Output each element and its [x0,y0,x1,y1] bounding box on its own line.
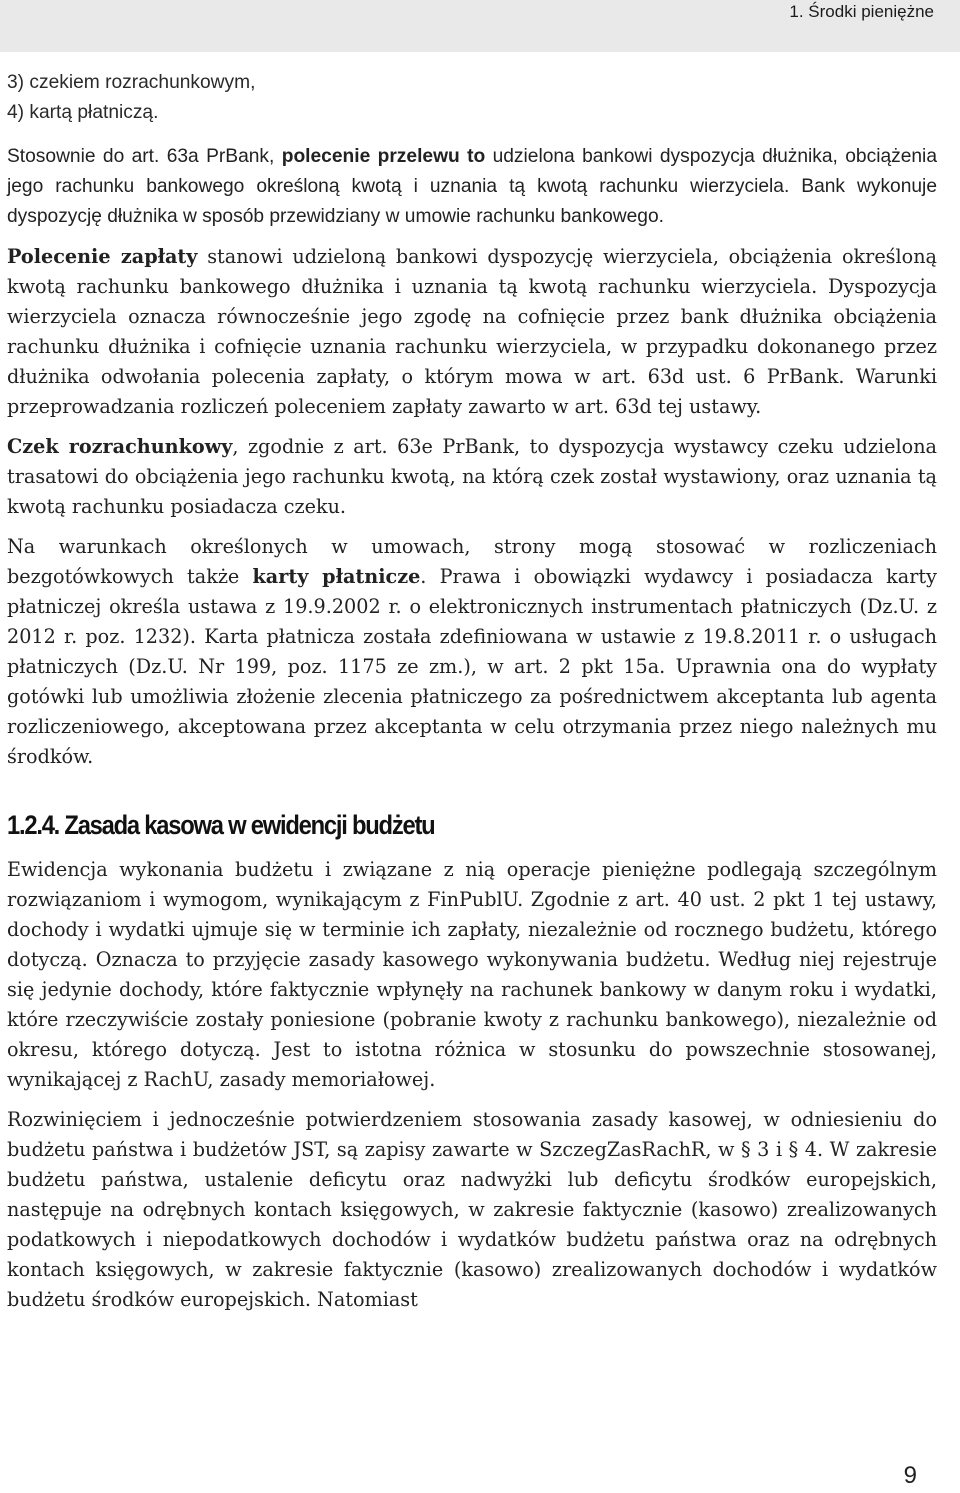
term-karty-platnicze: karty płatnicze [252,565,421,588]
page-number: 9 [903,1462,917,1489]
paragraph-polecenie-zaplaty [7,242,937,422]
list-item: 3) czekiem rozrachunkowym, [7,72,256,93]
text-run: stanowi udzieloną bankowi dyspozycję wierzyciela, obciążenia określoną kwotą rachunku bankowego dłużnika i uznania tą kwotą rachunku wierzyciela. Dyspozycja wierzyciela oznacza równocześnie jego zgodę na cofnięcie przez bank dłużnika obciążenia rachunku dłużnika i cofnięcie uznania rachunku wierzyciela, w przypadku dokonanego przez dłużnika odwołania polecenia zapłaty, o którym mowa w art. 63d ust. 6 PrBank. Warunki przeprowadzania rozliczeń poleceniem zapłaty zawarto w art. 63d tej ustawy. [7,245,938,418]
text-run: . Prawa i obowiązki wydawcy i posiadacza karty płatniczej określa ustawa z 19.9.2002 r. o elektronicznych instrumentach płatniczych (Dz.U. z 2012 r. poz. 1232). Karta płatnicza została zdefiniowana w ustawie z 19.8.2011 r. o usługach płatniczych (Dz.U. Nr 199, poz. 1175 ze zm.), w art. 2 pkt 15a. Uprawnia ona do wypłaty gotówki lub umożliwia złożenie zlecenia płatniczego za pośrednictwem akceptanta lub agenta rozliczeniowego, akceptowana przez akceptanta w celu otrzymania przez niego należnych mu środków. [7,565,937,768]
running-header [0,0,960,52]
chapter-title: 1. Środki pieniężne [789,2,934,21]
text-run: , zgodnie z art. 63e PrBank, to dyspozycja wystawcy czeku udzielona trasatowi do obciążenia jego rachunku kwotą, na którą czek został wystawiony, oraz uznania tą kwotą rachunku posiadacza czeku. [7,435,937,518]
text-run: udzielona bankowi dyspozycja dłużnika, obciążenia jego rachunku bankowego określoną kwotą i uznania tą kwotą rachunku wierzyciela. Bank wykonuje dyspozycję dłużnika w sposób przewidziany w umowie rachunku bankowego. [7,146,937,227]
paragraph-rozwiniecie: Rozwinięciem i jednocześnie potwierdzeniem stosowania zasady kasowej, w odniesieniu do budżetu państwa i budżetów JST, są zapisy zawarte w SzczegZasRachR, w § 3 i § 4. W zakresie budżetu państwa, ustalenie deficytu oraz nadwyżki lub deficytu środków europejskich, następuje na odrębnych kontach księgowych, w zakresie faktycznie (kasowo) zrealizowanych podatkowych i niepodatkowych dochodów i wydatków budżetu państwa oraz na odrębnych kontach księgowych, w zakresie faktycznie (kasowo) zrealizowanych dochodów i wydatków budżetu środków europejskich. Natomiast [7,1108,937,1311]
term-polecenie-zaplaty: Polecenie zapłaty [7,245,198,268]
paragraph-czek-rozrachunkowy [7,432,937,522]
paragraph-ewidencja: Ewidencja wykonania budżetu i związane z nią operacje pieniężne podlegają szczególnym rozwiązaniom i wymogom, wynikającym z FinPublU. Zgodnie z art. 40 ust. 2 pkt 1 tej ustawy, dochody i wydatki ujmuje się w terminie ich zapłaty, niezależnie od rocznego budżetu, którego dotyczą. Oznacza to przyjęcie zasady kasowego wykonywania budżetu. Według niej rejestruje się jedynie dochody, które faktycznie wpłynęły na rachunek bankowy w danym roku i wydatki, które rzeczywiście zostały poniesione (pobranie kwoty z rachunku bankowego), niezależnie od okresu, którego dotyczą. Jest to istotna różnica w stosunku do powszechnie stosowanej, wynikającej z RachU, zasady memoriałowej. [7,858,937,1091]
term-czek-rozrachunkowy: Czek rozrachunkowy [7,435,233,458]
term-polecenie-przelewu: polecenie przelewu to [281,146,486,167]
paragraph-polecenie-przelewu [7,142,937,232]
list-item: 4) kartą płatniczą. [7,102,159,123]
paragraph-karty-platnicze [7,532,937,772]
text-run: Stosownie do art. 63a PrBank, [7,146,282,167]
section-heading: 1.2.4. Zasada kasowa w ewidencji budżetu [7,810,435,840]
page-body [7,68,937,1315]
text-run: Na warunkach określonych w umowach, strony mogą stosować w rozliczeniach bezgotówkowych także [7,535,937,588]
